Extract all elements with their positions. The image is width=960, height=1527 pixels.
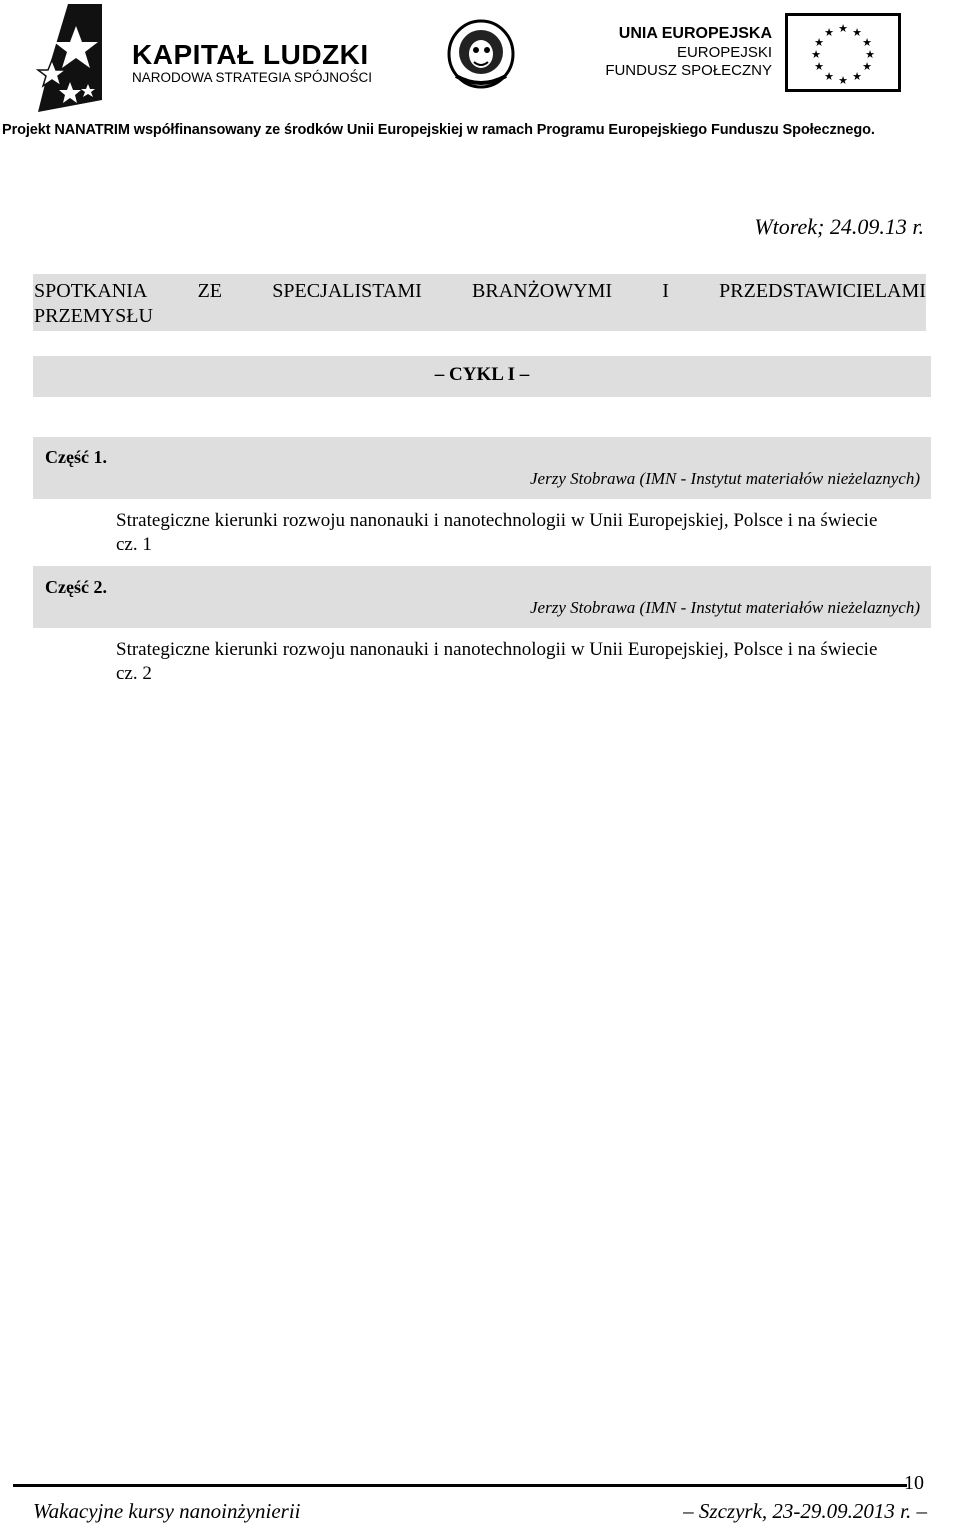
kapital-ludzki-title: KAPITAŁ LUDZKI [132, 39, 369, 70]
svg-text:★: ★ [811, 48, 821, 61]
kapital-ludzki-logo-text [132, 40, 372, 86]
title-word: SPOTKANIA [34, 280, 148, 302]
part-2-topic: Strategiczne kierunki rozwoju nanonauki i nanotechnologii w Unii Europejskiej, Polsce i na świecie cz. 2 [116, 639, 878, 684]
title-word: PRZEDSTAWICIELAMI [719, 280, 926, 302]
svg-text:★: ★ [824, 70, 834, 83]
svg-text:★: ★ [852, 70, 862, 83]
part-1-topic: Strategiczne kierunki rozwoju nanonauki i nanotechnologii w Unii Europejskiej, Polsce i na świecie cz. 1 [116, 510, 878, 555]
title-line-2: PRZEMYSŁU [34, 305, 153, 327]
date-line: Wtorek; 24.09.13 r. [754, 214, 924, 239]
footer-course-name: Wakacyjne kursy nanoinżynierii [33, 1499, 301, 1523]
title-word: ZE [197, 280, 223, 302]
footer-location-date: – Szczyrk, 23-29.09.2013 r. – [683, 1499, 927, 1523]
svg-text:★: ★ [862, 36, 872, 49]
kapital-ludzki-subtitle: NARODOWA STRATEGIA SPÓJNOŚCI [132, 70, 373, 85]
ue-line-1: UNIA EUROPEJSKA [618, 25, 772, 42]
part-1-label: Część 1. [45, 447, 107, 467]
part-2-band [33, 566, 931, 628]
part-1-speaker: Jerzy Stobrawa (IMN - Instytut materiałów nieżelaznych) [530, 469, 920, 488]
svg-text:★: ★ [814, 60, 824, 73]
svg-text:★: ★ [814, 36, 824, 49]
page-number: 10 [904, 1472, 924, 1494]
part-2-speaker: Jerzy Stobrawa (IMN - Instytut materiałów nieżelaznych) [530, 598, 920, 617]
svg-text:★: ★ [852, 26, 862, 39]
project-funding-line: Projekt NANATRIM współfinansowany ze środków Unii Europejskiej w ramach Programu Europejskiego Funduszu Społecznego. [2, 122, 875, 138]
eu-flag-icon [785, 13, 901, 92]
title-word: I [662, 280, 669, 302]
part-1-band [33, 437, 931, 499]
svg-text:★: ★ [838, 22, 848, 35]
svg-text:★: ★ [865, 48, 875, 61]
kapital-ludzki-logo-icon [30, 4, 112, 112]
svg-text:★: ★ [824, 26, 834, 39]
ue-line-3: FUNDUSZ SPOŁECZNY [605, 62, 772, 79]
footer-rule [13, 1484, 907, 1487]
svg-text:★: ★ [838, 74, 848, 87]
title-word: SPECJALISTAMI [272, 280, 422, 302]
title-line-1 [34, 279, 926, 303]
cycle-label: – CYKL I – [434, 364, 530, 385]
ue-line-2: EUROPEJSKI [676, 44, 772, 61]
svg-text:★: ★ [862, 60, 872, 73]
title-word: BRANŻOWYMI [472, 280, 613, 302]
unia-europejska-logo-text [600, 24, 772, 80]
part-2-label: Część 2. [45, 577, 107, 597]
imn-emblem-icon [446, 18, 516, 90]
